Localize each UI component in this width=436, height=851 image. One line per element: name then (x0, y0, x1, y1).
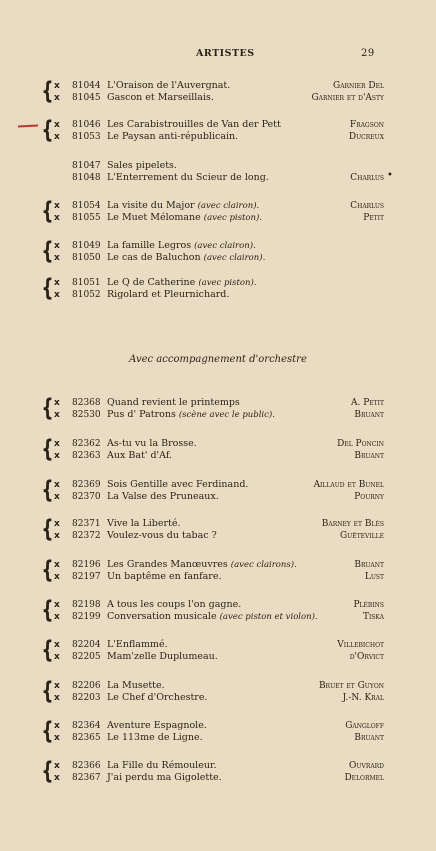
record-title-text: Rigolard et Pleurnichard. (107, 289, 230, 300)
record-pair (40, 717, 384, 745)
record-note: (avec clairon). (197, 201, 260, 211)
artist-name: Barney et Blès (321, 519, 384, 529)
record-number: 81046 (72, 120, 101, 130)
ink-dot-mark: • (387, 170, 393, 181)
record-number: 82198 (72, 600, 101, 610)
record-row (40, 119, 384, 131)
record-pair (40, 394, 384, 422)
record-title-text: Quand revient le printemps (107, 397, 240, 408)
record-number: 82199 (72, 612, 101, 622)
artist-name: Villebichot (337, 640, 384, 650)
record-title-text: Gascon et Marseillais. (107, 92, 214, 103)
record-title (107, 692, 207, 704)
record-note: (avec clairon). (203, 253, 266, 263)
brace-icon: { (41, 677, 54, 705)
brace-icon: { (41, 717, 54, 745)
record-title-text: Le Q de Catherine (107, 277, 199, 288)
artist-name: Garnier Del (333, 81, 384, 91)
record-title-text: As-tu vu la Brosse. (107, 438, 197, 449)
record-title-text: L'Enterrement du Scieur de long. (107, 172, 269, 183)
record-title-text: Les Grandes Manœuvres (107, 559, 231, 570)
record-number: 82364 (72, 721, 101, 731)
availability-mark: x (54, 439, 60, 449)
record-number: 81052 (72, 290, 101, 300)
availability-mark: x (54, 132, 60, 142)
artist-name: d'Orvict (349, 652, 384, 662)
record-title (107, 450, 172, 462)
record-title (107, 639, 168, 651)
record-title (107, 479, 248, 491)
record-number: 81055 (72, 213, 101, 223)
record-number: 82196 (72, 560, 101, 570)
artist-name: Garnier et d'Asty (311, 93, 384, 103)
record-pair (40, 160, 384, 182)
availability-mark: x (54, 733, 60, 743)
record-row (40, 651, 384, 663)
record-row (40, 409, 384, 421)
brace-icon: { (41, 596, 54, 624)
record-title-text: La Fille du Rémouleur. (107, 760, 217, 771)
record-pair (40, 636, 384, 664)
record-number: 81053 (72, 132, 101, 142)
availability-mark: x (54, 531, 60, 541)
record-title-text: Sales pipelets. (107, 160, 177, 171)
availability-mark: x (54, 681, 60, 691)
record-title-text: Le cas de Baluchon (107, 252, 204, 263)
artist-name: Ouvrard (349, 761, 384, 771)
record-note: (avec clairon). (194, 241, 256, 251)
availability-mark: x (54, 93, 60, 103)
artist-name: Gangloff (345, 721, 384, 731)
artist-name: Bruant (354, 733, 384, 743)
record-row (40, 212, 384, 224)
availability-mark: x (54, 213, 60, 223)
record-note: (avec piston et violon). (219, 612, 318, 622)
record-row (40, 479, 384, 491)
record-title (107, 651, 218, 663)
record-number: 82366 (72, 761, 101, 771)
record-title-text: A tous les coups l'on gagne. (107, 599, 242, 610)
record-number: 81045 (72, 93, 101, 103)
record-row (40, 720, 384, 732)
availability-mark: x (54, 761, 60, 771)
record-number: 82197 (72, 572, 101, 582)
record-pair (40, 677, 384, 705)
record-title (107, 252, 265, 264)
availability-mark: x (54, 612, 60, 622)
record-title (107, 720, 207, 732)
record-number: 82370 (72, 492, 101, 502)
record-title (107, 760, 216, 772)
record-title-text: L'Oraison de l'Auvergnat. (107, 80, 231, 91)
artist-name: Bruant (354, 560, 384, 570)
availability-mark: x (54, 773, 60, 783)
availability-mark: x (54, 492, 60, 502)
brace-icon: { (41, 274, 54, 302)
record-pair (40, 435, 384, 463)
record-number: 82368 (72, 398, 101, 408)
red-pencil-mark (18, 124, 38, 127)
brace-icon: { (41, 394, 54, 422)
record-row (40, 450, 384, 462)
record-pair (40, 596, 384, 624)
availability-mark: x (54, 81, 60, 91)
record-pair (40, 116, 384, 144)
record-title-text: La Valse des Pruneaux. (107, 491, 219, 502)
brace-icon: { (41, 197, 54, 225)
record-row (40, 131, 384, 143)
record-title (107, 397, 240, 409)
availability-mark: x (54, 640, 60, 650)
record-title (107, 160, 177, 172)
record-row (40, 240, 384, 252)
brace-icon: { (41, 515, 54, 543)
brace-icon: { (41, 237, 54, 265)
record-row (40, 611, 384, 623)
record-number: 82530 (72, 410, 101, 420)
brace-icon: { (41, 435, 54, 463)
record-title-text: Aventure Espagnole. (107, 720, 207, 731)
record-pair (40, 476, 384, 504)
availability-mark: x (54, 201, 60, 211)
record-title-text: J'ai perdu ma Gigolette. (107, 772, 222, 783)
record-number: 82363 (72, 451, 101, 461)
availability-mark: x (54, 721, 60, 731)
brace-icon: { (41, 77, 54, 105)
record-row (40, 92, 384, 104)
artist-name: Delormel (344, 773, 384, 783)
record-title (107, 131, 238, 143)
artist-name: Bruant (354, 410, 384, 420)
record-number: 81048 (72, 173, 101, 183)
artist-name: Fragson (349, 120, 384, 130)
record-number: 82371 (72, 519, 101, 529)
availability-mark: x (54, 652, 60, 662)
artist-name: Del Poncin (337, 439, 384, 449)
record-title (107, 599, 241, 611)
artist-name: Aillaud et Bunel (313, 480, 384, 490)
record-title (107, 611, 318, 623)
record-pair (40, 556, 384, 584)
availability-mark: x (54, 278, 60, 288)
record-number: 82369 (72, 480, 101, 490)
brace-icon: { (41, 556, 54, 584)
record-row (40, 772, 384, 784)
record-row (40, 599, 384, 611)
record-pair (40, 515, 384, 543)
record-title-text: Un baptême en fanfare. (107, 571, 222, 582)
brace-icon: { (41, 116, 54, 144)
record-title (107, 289, 229, 301)
artist-name: Lust (364, 572, 384, 582)
record-title (107, 212, 262, 224)
record-row (40, 172, 384, 184)
record-title-text: Vive la Liberté. (107, 518, 181, 529)
availability-mark: x (54, 600, 60, 610)
record-title (107, 438, 197, 450)
record-title (107, 559, 297, 571)
record-title-text: La famille Legros (107, 240, 195, 251)
record-row (40, 252, 384, 264)
record-title (107, 200, 259, 212)
availability-mark: x (54, 290, 60, 300)
record-title (107, 680, 165, 692)
artist-name: Charlus (350, 173, 384, 183)
page-number: 29 (361, 48, 375, 59)
record-pair (40, 274, 384, 302)
availability-mark: x (54, 519, 60, 529)
record-row (40, 491, 384, 503)
record-title (107, 92, 214, 104)
brace-icon: { (41, 757, 54, 785)
record-row (40, 160, 384, 172)
record-title-text: Pus d' Patrons (107, 409, 179, 420)
record-title-text: Le Muet Mélomane (107, 212, 204, 223)
record-note: (avec piston). (203, 213, 263, 223)
record-title (107, 772, 222, 784)
artist-name: Bruet et Guyon (318, 681, 384, 691)
record-note: (avec piston). (198, 278, 257, 288)
availability-mark: x (54, 480, 60, 490)
record-title (107, 571, 221, 583)
record-note: (avec clairons). (230, 560, 297, 570)
availability-mark: x (54, 241, 60, 251)
availability-mark: x (54, 410, 60, 420)
running-header: ARTISTES (196, 48, 255, 59)
record-title-text: Conversation musicale (107, 611, 220, 622)
availability-mark: x (54, 560, 60, 570)
record-pair (40, 77, 384, 105)
record-number: 82203 (72, 693, 101, 703)
record-number: 81051 (72, 278, 101, 288)
record-title (107, 409, 275, 421)
record-title (107, 172, 269, 184)
brace-icon: { (41, 476, 54, 504)
record-title-text: Voulez-vous du tabac ? (107, 530, 217, 541)
record-title-text: Aux Bat' d'Af. (107, 450, 173, 461)
record-title-text: Le 113me de Ligne. (107, 732, 203, 743)
artist-name: Petit (363, 213, 384, 223)
record-row (40, 289, 384, 301)
record-pair (40, 197, 384, 225)
record-number: 81050 (72, 253, 101, 263)
record-row (40, 80, 384, 92)
record-row (40, 530, 384, 542)
record-number: 82367 (72, 773, 101, 783)
record-row (40, 559, 384, 571)
brace-icon: { (41, 636, 54, 664)
artist-name: Charlus (350, 201, 384, 211)
record-number: 82365 (72, 733, 101, 743)
record-row (40, 680, 384, 692)
record-row (40, 760, 384, 772)
record-number: 81047 (72, 161, 101, 171)
record-title-text: Le Chef d'Orchestre. (107, 692, 208, 703)
record-title-text: La visite du Major (107, 200, 198, 211)
record-number: 82372 (72, 531, 101, 541)
record-title (107, 119, 281, 131)
record-title (107, 732, 203, 744)
availability-mark: x (54, 120, 60, 130)
record-row (40, 639, 384, 651)
record-note: (scène avec le public). (178, 410, 275, 420)
artist-name: Guêteville (339, 531, 384, 541)
record-title (107, 80, 230, 92)
availability-mark: x (54, 693, 60, 703)
record-row (40, 438, 384, 450)
record-number: 81049 (72, 241, 101, 251)
availability-mark: x (54, 451, 60, 461)
availability-mark: x (54, 572, 60, 582)
artist-name: A. Petit (350, 398, 384, 408)
record-title-text: Les Carabistrouilles de Van der Pett (107, 119, 281, 130)
record-title-text: La Musette. (107, 680, 165, 691)
record-row (40, 571, 384, 583)
artist-name: J.-N. Kral (342, 693, 384, 703)
record-row (40, 397, 384, 409)
record-pair (40, 237, 384, 265)
record-title (107, 240, 256, 252)
record-number: 82205 (72, 652, 101, 662)
section-title: Avec accompagnement d'orchestre (129, 354, 307, 365)
record-title (107, 277, 257, 289)
record-pair (40, 757, 384, 785)
availability-mark: x (54, 398, 60, 408)
record-title (107, 530, 217, 542)
record-title-text: Mam'zelle Duplumeau. (107, 651, 218, 662)
record-number: 81054 (72, 201, 101, 211)
record-number: 82362 (72, 439, 101, 449)
record-title (107, 491, 219, 503)
record-row (40, 200, 384, 212)
record-title-text: Sois Gentille avec Ferdinand. (107, 479, 249, 490)
artist-name: Pourny (354, 492, 384, 502)
record-title (107, 518, 181, 530)
record-row (40, 518, 384, 530)
artist-name: Bruant (354, 451, 384, 461)
artist-name: Plébins (353, 600, 384, 610)
artist-name: Ducreux (348, 132, 384, 142)
record-number: 82204 (72, 640, 101, 650)
artist-name: Tiska (362, 612, 384, 622)
availability-mark: x (54, 253, 60, 263)
record-number: 81044 (72, 81, 101, 91)
record-title-text: Le Paysan anti-républicain. (107, 131, 239, 142)
record-row (40, 277, 384, 289)
record-number: 82206 (72, 681, 101, 691)
record-title-text: L'Enflammé. (107, 639, 168, 650)
record-row (40, 732, 384, 744)
record-row (40, 692, 384, 704)
